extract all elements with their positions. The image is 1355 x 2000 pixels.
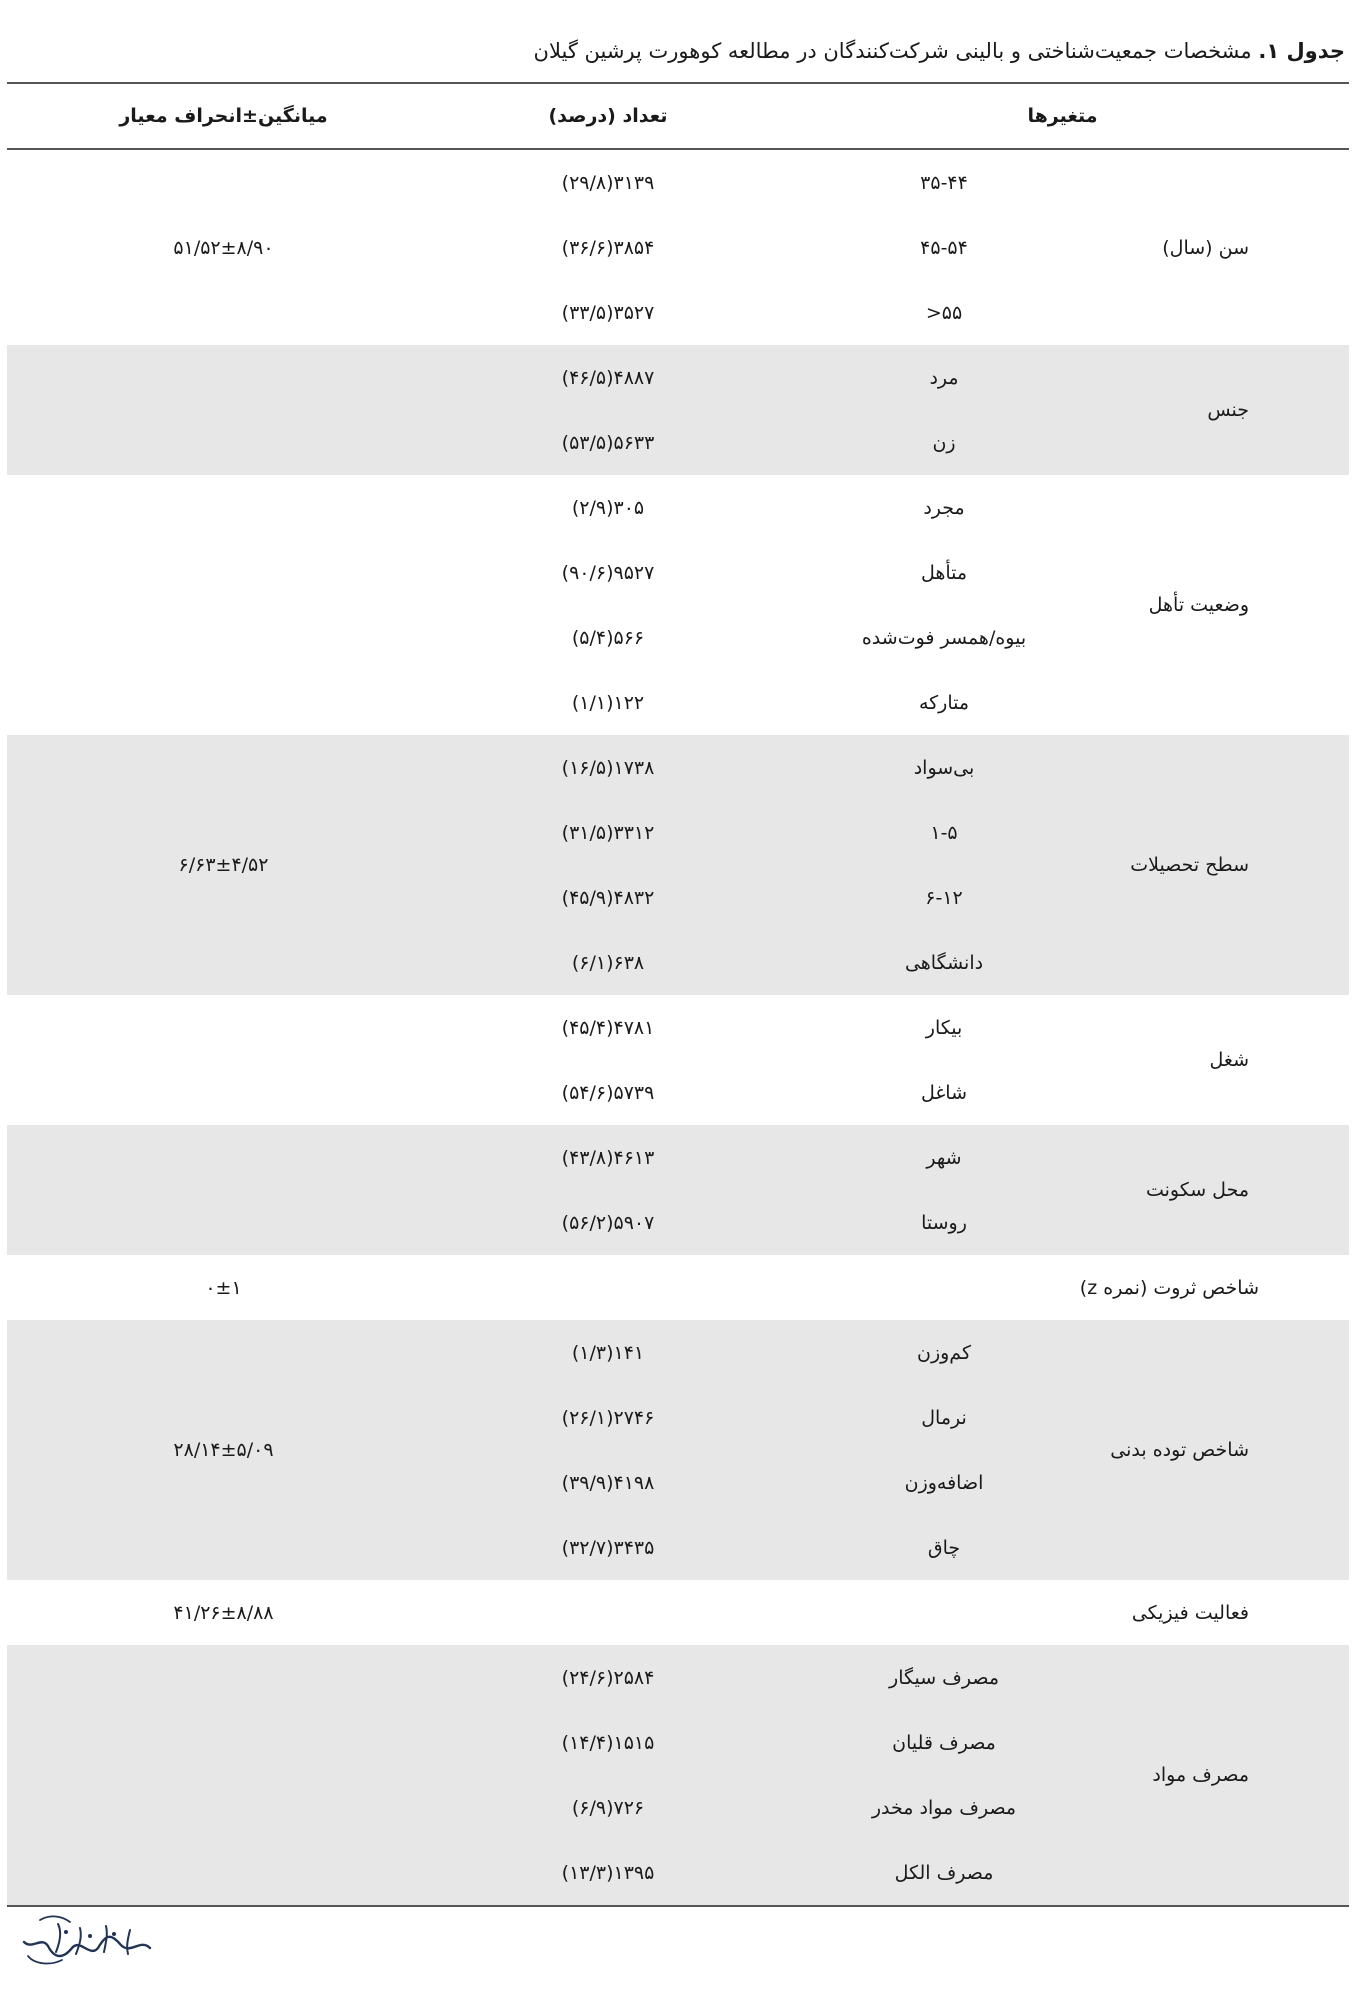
count-cell: ۹۵۲۷(۹۰/۶)	[561, 561, 655, 584]
category-cell: ۱-۵	[776, 800, 1112, 865]
variable-name: شغل	[1209, 1049, 1250, 1071]
variable-name: جنس	[1112, 345, 1349, 475]
category-cell: روستا	[776, 1190, 1112, 1255]
mean-sd-cell	[7, 995, 440, 1125]
category-cell: مصرف سیگار	[776, 1645, 1112, 1710]
category-cell: چاق	[776, 1515, 1112, 1580]
mean-sd-cell	[7, 1645, 440, 1906]
count-cell: ۱۵۱۵(۱۴/۴)	[440, 1710, 776, 1775]
table-row	[7, 1125, 1349, 1190]
header-count: تعداد (درصد)	[440, 83, 776, 149]
category-cell: ۵۵<	[925, 301, 963, 324]
count-cell: ۴۸۳۲(۴۵/۹)	[440, 865, 776, 930]
table-row	[7, 1255, 1349, 1320]
header-variables: متغیرها	[776, 83, 1349, 149]
count-cell: ۵۶۳۳(۵۳/۵)	[440, 410, 776, 475]
variable-name: شاخص ثروت (نمره z)	[1079, 1276, 1260, 1299]
count-cell: ۱۷۳۸(۱۶/۵)	[440, 735, 776, 800]
count-cell: ۴۷۸۱(۴۵/۴)	[561, 1016, 655, 1039]
table-row	[7, 475, 1349, 540]
category-cell	[776, 1255, 1112, 1320]
count-cell: ۴۱۹۸(۳۹/۹)	[440, 1450, 776, 1515]
count-cell	[440, 1255, 776, 1320]
count-cell: ۱۴۱(۱/۳)	[440, 1320, 776, 1385]
category-cell: متأهل	[920, 561, 968, 584]
table-row	[7, 149, 1349, 215]
category-cell: بیکار	[925, 1016, 963, 1039]
count-cell: ۱۳۹۵(۱۳/۳)	[440, 1840, 776, 1906]
category-cell: مجرد	[923, 496, 965, 519]
category-cell: بی‌سواد	[776, 735, 1112, 800]
count-cell: ۲۷۴۶(۲۶/۱)	[440, 1385, 776, 1450]
category-cell: بیوه/همسر فوت‌شده	[861, 626, 1027, 649]
count-cell: ۳۰۵(۲/۹)	[571, 496, 645, 519]
count-cell: ۳۸۵۴(۳۶/۶)	[561, 236, 655, 259]
table-row	[7, 1580, 1349, 1645]
category-cell: ۴۵-۵۴	[920, 236, 968, 259]
category-cell: ۳۵-۴۴	[920, 171, 968, 194]
table-caption	[534, 36, 1345, 66]
table-row	[7, 995, 1349, 1060]
category-cell	[776, 1580, 1112, 1645]
header-mean: میانگین±انحراف معیار	[7, 83, 440, 149]
table-body	[7, 149, 1349, 1906]
mean-sd-cell: ۶/۶۳±۴/۵۲	[7, 735, 440, 995]
count-cell: ۲۵۸۴(۲۴/۶)	[440, 1645, 776, 1710]
count-cell: ۵۶۶(۵/۴)	[571, 626, 645, 649]
count-cell: ۵۷۳۹(۵۴/۶)	[561, 1081, 655, 1104]
variable-name: وضعیت تأهل	[1148, 594, 1250, 616]
count-cell: ۳۵۲۷(۳۳/۵)	[561, 301, 655, 324]
demographics-table	[7, 82, 1349, 1907]
header-row	[7, 83, 1349, 149]
category-cell: مصرف مواد مخدر	[776, 1775, 1112, 1840]
category-cell: مصرف الکل	[776, 1840, 1112, 1906]
count-cell: ۳۴۳۵(۳۲/۷)	[440, 1515, 776, 1580]
table-row	[7, 735, 1349, 800]
category-cell: کم‌وزن	[776, 1320, 1112, 1385]
category-cell: متارکه	[918, 691, 970, 714]
mean-sd-cell: ۲۸/۱۴±۵/۰۹	[7, 1320, 440, 1580]
table-row	[7, 1645, 1349, 1710]
count-cell: ۱۲۲(۱/۱)	[571, 691, 645, 714]
count-cell: ۳۱۳۹(۲۹/۸)	[561, 171, 655, 194]
variable-name: شاخص توده بدنی	[1112, 1320, 1349, 1580]
category-cell: ۶-۱۲	[776, 865, 1112, 930]
variable-name: سن (سال)	[1162, 236, 1250, 259]
mean-sd-cell	[7, 475, 440, 735]
variable-name: سطح تحصیلات	[1112, 735, 1349, 995]
mean-sd-cell	[7, 1125, 440, 1255]
variable-name: محل سکونت	[1112, 1125, 1349, 1255]
count-cell: ۴۸۸۷(۴۶/۵)	[440, 345, 776, 410]
table-row	[7, 1320, 1349, 1385]
category-cell: مصرف قلیان	[776, 1710, 1112, 1775]
mean-sd-cell: ۵۱/۵۲±۸/۹۰	[173, 236, 274, 259]
category-cell: نرمال	[776, 1385, 1112, 1450]
journal-logo	[10, 1908, 160, 1970]
category-cell: شاغل	[920, 1081, 968, 1104]
count-cell: ۷۲۶(۶/۹)	[440, 1775, 776, 1840]
mean-sd-cell: ۴۱/۲۶±۸/۸۸	[173, 1601, 274, 1624]
count-cell: ۶۳۸(۶/۱)	[440, 930, 776, 995]
count-cell: ۵۹۰۷(۵۶/۲)	[440, 1190, 776, 1255]
caption-text: مشخصات جمعیت‌شناختی و بالینی شرکت‌کنندگان در مطالعه کوهورت پرشین گیلان	[533, 39, 1252, 63]
category-cell: زن	[776, 410, 1112, 475]
mean-sd-cell	[7, 345, 440, 475]
table-row	[7, 345, 1349, 410]
category-cell: دانشگاهی	[776, 930, 1112, 995]
category-cell: مرد	[776, 345, 1112, 410]
caption-label: جدول ۱.	[1258, 39, 1345, 63]
count-cell: ۳۳۱۲(۳۱/۵)	[440, 800, 776, 865]
count-cell	[440, 1580, 776, 1645]
variable-name: مصرف مواد	[1112, 1645, 1349, 1906]
count-cell: ۴۶۱۳(۴۳/۸)	[440, 1125, 776, 1190]
variable-name: فعالیت فیزیکی	[1131, 1601, 1250, 1624]
mean-sd-cell: ۰±۱	[205, 1276, 242, 1299]
category-cell: شهر	[776, 1125, 1112, 1190]
category-cell: اضافه‌وزن	[776, 1450, 1112, 1515]
